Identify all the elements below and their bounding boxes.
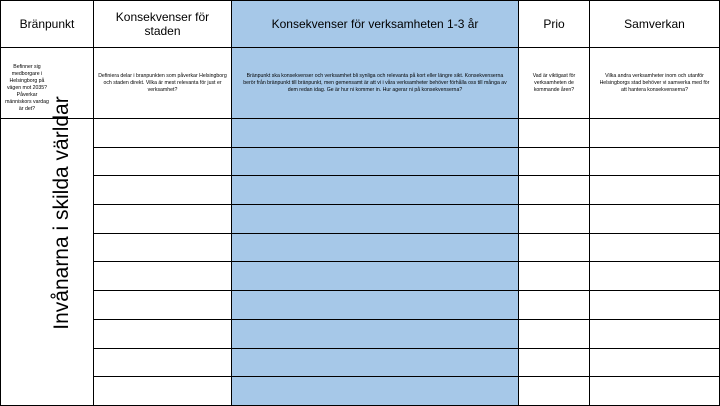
cell-konsekvenser-verksamheten[interactable] — [232, 319, 519, 348]
cell-samverkan[interactable] — [590, 233, 720, 262]
side-title: Invånarna i skilda världar — [50, 96, 73, 330]
cell-samverkan[interactable] — [590, 319, 720, 348]
header-branpunkt: Bränpunkt — [1, 1, 94, 48]
table-row — [1, 262, 720, 291]
cell-samverkan[interactable] — [590, 119, 720, 148]
cell-prio[interactable] — [519, 119, 590, 148]
question-branpunkt: Befinner sig medborgare i Helsingborg på vägen mot 2035? Påverkar människors vardag är det? — [1, 48, 94, 119]
cell-konsekvenser-verksamheten[interactable] — [232, 377, 519, 406]
cell-prio[interactable] — [519, 291, 590, 320]
cell-konsekvenser-staden[interactable] — [94, 147, 232, 176]
cell-konsekvenser-staden[interactable] — [94, 348, 232, 377]
cell-konsekvenser-staden[interactable] — [94, 319, 232, 348]
cell-konsekvenser-staden[interactable] — [94, 205, 232, 234]
question-row — [1, 48, 720, 119]
cell-konsekvenser-verksamheten[interactable] — [232, 291, 519, 320]
cell-konsekvenser-staden[interactable] — [94, 291, 232, 320]
cell-konsekvenser-verksamheten[interactable] — [232, 176, 519, 205]
table-row — [1, 176, 720, 205]
cell-prio[interactable] — [519, 176, 590, 205]
cell-konsekvenser-staden[interactable] — [94, 176, 232, 205]
cell-prio[interactable] — [519, 348, 590, 377]
header-prio: Prio — [519, 1, 590, 48]
table-row — [1, 319, 720, 348]
cell-konsekvenser-staden[interactable] — [94, 377, 232, 406]
cell-konsekvenser-verksamheten[interactable] — [232, 147, 519, 176]
cell-prio[interactable] — [519, 233, 590, 262]
table-row — [1, 233, 720, 262]
cell-samverkan[interactable] — [590, 176, 720, 205]
table-row — [1, 147, 720, 176]
cell-samverkan[interactable] — [590, 377, 720, 406]
question-prio: Vad är viktigast för verksamheten de kommande åren? — [519, 48, 590, 119]
header-row — [1, 1, 720, 48]
table-row — [1, 377, 720, 406]
table-row — [1, 205, 720, 234]
question-konsekvenser-verksamheten: Bränpunkt ska konsekvenser och verksamhet bli synliga och relevanta på kort eller längre sikt. Konsekvenserna berör från bränpunkt till bränpunkt, men gemensamt är att vi i våra verksamheter behöver förhålla oss till många av dem redan idag. Ge är hur ni kommer in. Hur agerar ni på konsekvenserna? — [232, 48, 519, 119]
cell-konsekvenser-verksamheten[interactable] — [232, 262, 519, 291]
cell-konsekvenser-verksamheten[interactable] — [232, 205, 519, 234]
cell-samverkan[interactable] — [590, 291, 720, 320]
cell-konsekvenser-staden[interactable] — [94, 233, 232, 262]
cell-samverkan[interactable] — [590, 262, 720, 291]
cell-prio[interactable] — [519, 319, 590, 348]
cell-samverkan[interactable] — [590, 205, 720, 234]
header-konsekvenser-staden: Konsekvenser för staden — [94, 1, 232, 48]
cell-prio[interactable] — [519, 205, 590, 234]
cell-prio[interactable] — [519, 262, 590, 291]
empty-rows — [1, 119, 720, 406]
cell-konsekvenser-verksamheten[interactable] — [232, 119, 519, 148]
cell-konsekvenser-staden[interactable] — [94, 119, 232, 148]
question-konsekvenser-staden: Definiera delar i branpunkten som påverkar Helsingborg och staden direkt. Vilka är mest relevanta för just er verksamhet? — [94, 48, 232, 119]
table-row — [1, 348, 720, 377]
header-samverkan: Samverkan — [590, 1, 720, 48]
table-row — [1, 291, 720, 320]
table-row — [1, 119, 720, 148]
cell-prio[interactable] — [519, 377, 590, 406]
cell-konsekvenser-verksamheten[interactable] — [232, 348, 519, 377]
cell-konsekvenser-verksamheten[interactable] — [232, 233, 519, 262]
cell-prio[interactable] — [519, 147, 590, 176]
cell-samverkan[interactable] — [590, 348, 720, 377]
cell-konsekvenser-staden[interactable] — [94, 262, 232, 291]
cell-samverkan[interactable] — [590, 147, 720, 176]
header-konsekvenser-verksamheten: Konsekvenser för verksamheten 1-3 år — [232, 1, 519, 48]
question-samverkan: Vilka andra verksamheter inom och utanför Helsingborgs stad behöver vi samverka med för att hantera konsekvenserna? — [590, 48, 720, 119]
